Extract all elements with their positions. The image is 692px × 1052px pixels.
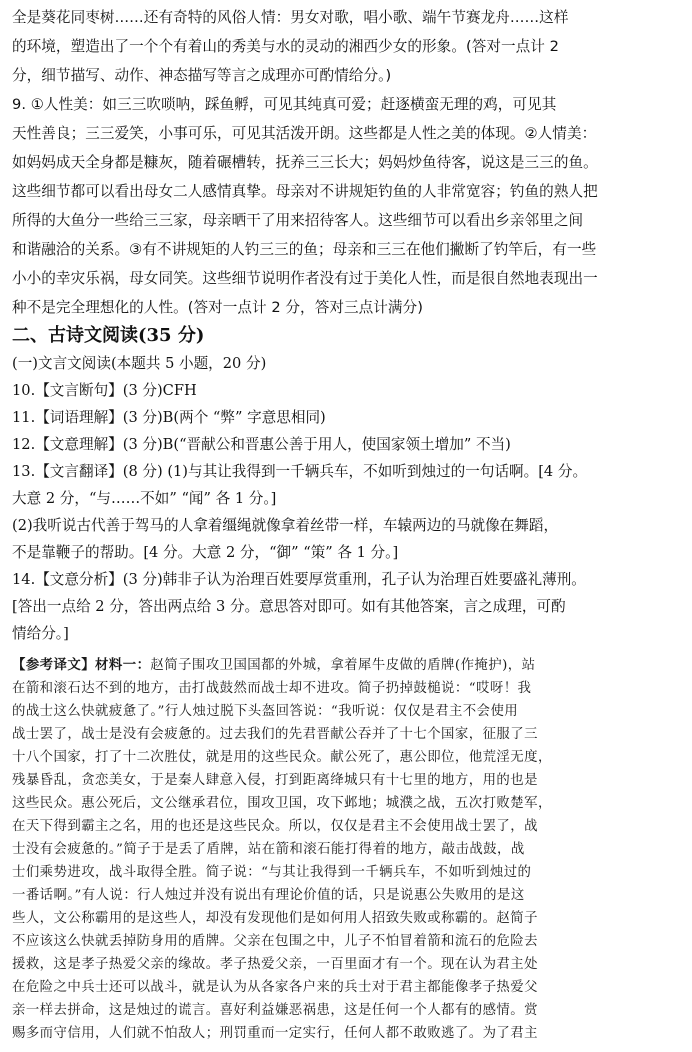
answer-line: 如妈妈成天全身都是糠灰，随着碾槽转，抚养三三长大；妈妈炒鱼待客，说这是三三的鱼。	[12, 154, 598, 171]
answer-line: 所得的大鱼分一些给三三家，母亲晒干了用来招待客人。这些细节可以看出乡亲邻里之间	[12, 212, 584, 229]
translation-line: 在箭和滚石达不到的地方，击打战鼓然而战士却不进攻。简子扔掉鼓槌说：“哎呀！我	[12, 681, 532, 696]
answer-line: 这些细节都可以看出母女二人感情真挚。母亲对不讲规矩钓鱼的人非常宽容；钓鱼的熟人把	[12, 183, 598, 200]
translation-text: 赵简子围攻卫国国都的外城，拿着犀牛皮做的盾牌(作掩护)，站	[150, 658, 536, 673]
translation-line: 十八个国家，打了十二次胜仗，就是用的这些民众。献公死了，惠公即位，他荒淫无度，	[12, 750, 552, 765]
question-9-answer: 9. ①人性美：如三三吹唢呐，踩鱼孵，可见其纯真可爱；赶逐横蛮无理的鸡，可见其	[12, 96, 557, 113]
translation-line: 赐多而守信用，人们就不怕敌人；刑罚重而一定实行，任何人都不敢败逃了。为了君主	[12, 1026, 538, 1041]
answer-line: [答出一点给 2 分，答出两点给 3 分。意思答对即可。如有其他答案，言之成理，可酌	[12, 598, 566, 615]
answer-line: 情给分。]	[12, 625, 69, 642]
translation-line: 战士罢了，战士是没有会疲惫的。过去我们的先君晋献公吞并了十七个国家，征服了三	[12, 727, 538, 742]
translation-line: 士们乘势进攻，战斗取得全胜。简子说：“与其让我得到一千辆兵车，不如听到烛过的	[12, 865, 532, 880]
answer-line: 全是葵花同枣树……还有奇特的风俗人情：男女对歌，唱小歌、端午节赛龙舟……这样	[12, 9, 569, 26]
answer-line: (2)我听说古代善于驾马的人拿着缰绳就像拿着丝带一样，车辕两边的马就像在舞蹈，	[12, 517, 559, 534]
translation-line: 的战士这么快就疲惫了。”行人烛过脱下头盔回答说：“我听说：仅仅是君主不会使用	[12, 704, 519, 719]
answer-line: 分，细节描写、动作、神态描写等言之成理亦可酌情给分。)	[12, 67, 392, 84]
answer-line: 的环境，塑造出了一个个有着山的秀美与水的灵动的湘西少女的形象。(答对一点计 2	[12, 38, 559, 55]
answer-line: 和谐融洽的关系。③有不讲规矩的人钓三三的鱼；母亲和三三在他们撇断了钓竿后，有一些	[12, 241, 597, 258]
question-11-answer: 11.【词语理解】(3 分)B(两个 “弊” 字意思相同)	[12, 409, 326, 426]
translation-line	[12, 654, 682, 673]
translation-line: 士没有会疲惫的。”简子于是丢了盾牌，站在箭和滚石能打得着的地方，敲击战鼓，战	[12, 842, 525, 857]
translation-line: 援救，这是孝子热爱父亲的缘故。孝子热爱父亲，一百里面才有一个。现在认为君主处	[12, 957, 538, 972]
translation-line: 在天下得到霸主之名，用的也还是这些民众。所以，仅仅是君主不会使用战士罢了，战	[12, 819, 538, 834]
translation-line: 残暴昏乱，贪恋美女，于是秦人肆意入侵，打到距离绛城只有十七里的地方，用的也是	[12, 773, 538, 788]
translation-line: 些人，文公称霸用的是这些人，却没有发现他们是如何用人招致失败或称霸的。赵简子	[12, 911, 538, 926]
question-12-answer: 12.【文意理解】(3 分)B(“晋献公和晋惠公善于用人，使国家领土增加” 不当)	[12, 436, 511, 453]
answer-line: 种不是完全理想化的人性。(答对一点计 2 分，答对三点计满分)	[12, 299, 423, 316]
answer-line: 不是靠鞭子的帮助。[4 分。大意 2 分，“御” “策” 各 1 分。]	[12, 544, 399, 561]
translation-line: 这些民众。惠公死后，文公继承君位，围攻卫国，攻下邺地；城濮之战，五次打败楚军，	[12, 796, 552, 811]
translation-line: 一番话啊。”有人说：行人烛过并没有说出有理论价值的话，只是说惠公失败用的是这	[12, 888, 525, 903]
translation-label: 【参考译文】材料一：	[12, 657, 151, 673]
translation-line: 在危险之中兵士还可以战斗，就是认为从各家各户来的兵士对于君主都能像孝子热爱父	[12, 980, 538, 995]
translation-line: 不应该这么快就丢掉防身用的盾牌。父亲在包围之中，儿子不怕冒着箭和流石的危险去	[12, 934, 538, 949]
section-heading: 二、古诗文阅读(35 分)	[12, 325, 205, 346]
translation-line: 亲一样去拼命，这是烛过的谎言。喜好利益嫌恶祸患，这是任何一个人都有的感情。赏	[12, 1003, 538, 1018]
answer-line: 小小的幸灾乐祸，母女同笑。这些细节说明作者没有过于美化人性，而是很自然地表现出一	[12, 270, 598, 287]
question-10-answer: 10.【文言断句】(3 分)CFH	[12, 382, 197, 399]
question-14-answer: 14.【文意分析】(3 分)韩非子认为治理百姓要厚赏重刑，孔子认为治理百姓要盛礼薄刑。	[12, 571, 586, 588]
subsection-heading: (一)文言文阅读(本题共 5 小题，20 分)	[12, 355, 267, 372]
answer-line: 天性善良；三三爱笑，小事可乐，可见其活泼开朗。这些都是人性之美的体现。②人情美：	[12, 125, 597, 142]
question-13-answer: 13.【文言翻译】(8 分) (1)与其让我得到一千辆兵车，不如听到烛过的一句话啊。[4 分。	[12, 463, 588, 480]
answer-line: 大意 2 分，“与……不如” “闻” 各 1 分。]	[12, 490, 277, 507]
